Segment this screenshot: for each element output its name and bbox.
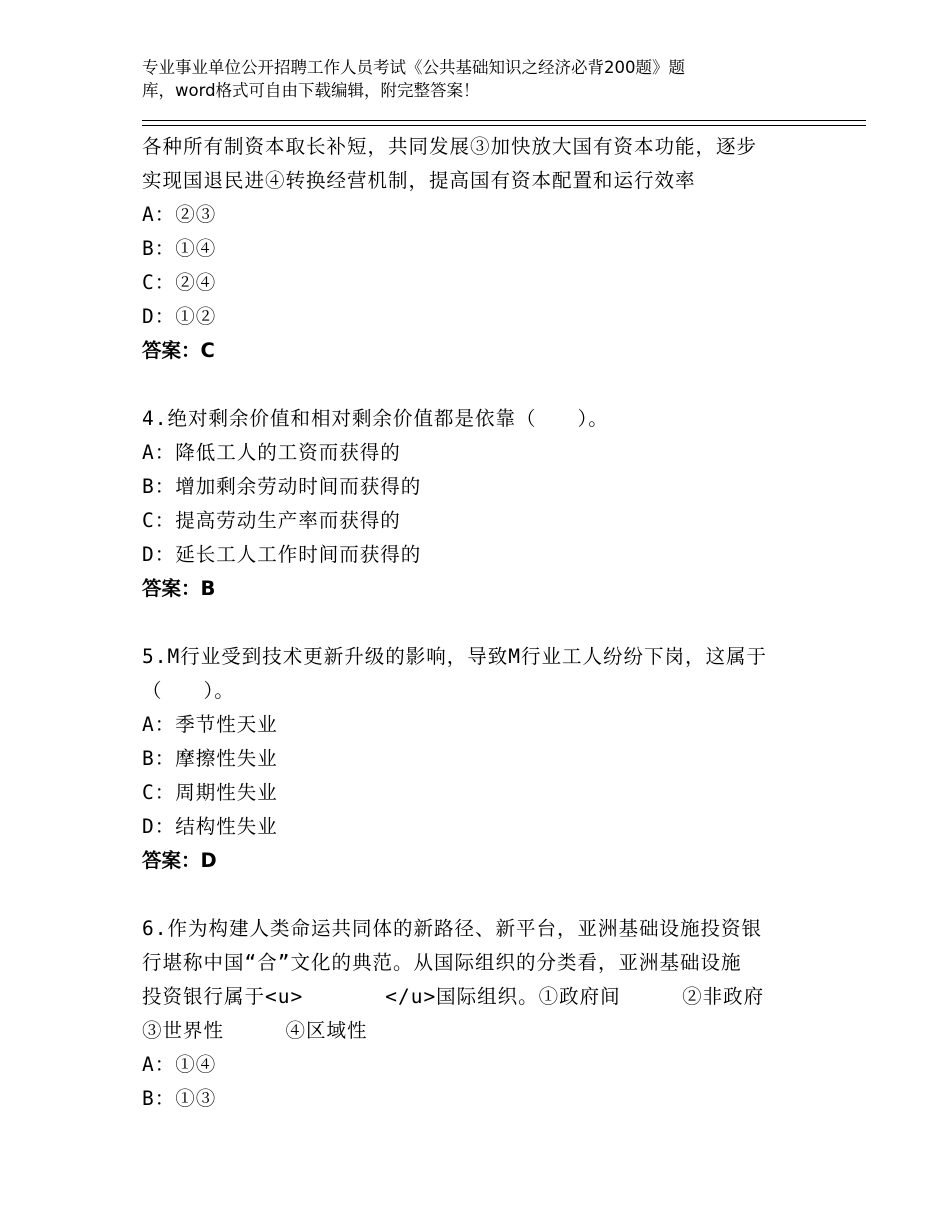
option-c: C：②④ (142, 271, 217, 294)
option-c: C：提高劳动生产率而获得的 (142, 509, 401, 532)
question-5 (142, 640, 822, 878)
option-a: A：降低工人的工资而获得的 (142, 441, 401, 464)
option-b: B：增加剩余劳动时间而获得的 (142, 475, 422, 498)
option-d: D：结构性失业 (142, 815, 278, 838)
question-stem-line: 投资银行属于<u> </u>国际组织。①政府间 ②非政府 (142, 985, 765, 1008)
question-stem-line: ③世界性 ④区域性 (142, 1019, 368, 1042)
question-stem-line: 行堪称中国“合”文化的典范。从国际组织的分类看，亚洲基础设施 (142, 951, 742, 974)
question-stem-line: 实现国退民进④转换经营机制，提高国有资本配置和运行效率 (142, 169, 696, 192)
answer-label: 答案：C (142, 339, 215, 362)
option-a: A：①④ (142, 1053, 217, 1076)
document-header (142, 56, 782, 102)
question-spacer (142, 368, 822, 402)
question-6 (142, 912, 822, 1116)
question-stem-line: 5.M行业受到技术更新升级的影响，导致M行业工人纷纷下岗，这属于 (142, 645, 767, 668)
option-a: A：季节性天业 (142, 713, 278, 736)
option-a: A：②③ (142, 203, 217, 226)
option-b: B：①④ (142, 237, 217, 260)
question-stem-line: 各种所有制资本取长补短，共同发展③加快放大国有资本功能，逐步 (142, 135, 758, 158)
header-title-line-1: 专业事业单位公开招聘工作人员考试《公共基础知识之经济必背200题》题 (142, 58, 685, 77)
option-b: B：摩擦性失业 (142, 747, 278, 770)
question-3-continued (142, 130, 822, 368)
question-spacer (142, 878, 822, 912)
document-body (142, 130, 822, 1116)
answer-label: 答案：B (142, 577, 216, 600)
header-double-rule (142, 120, 866, 126)
header-title-line-2: 库，word格式可自由下载编辑，附完整答案！ (142, 81, 480, 100)
answer-label: 答案：D (142, 849, 217, 872)
option-c: C：周期性失业 (142, 781, 278, 804)
question-stem-line: （ ）。 (142, 679, 235, 702)
option-b: B：①③ (142, 1087, 217, 1110)
option-d: D：①② (142, 305, 217, 328)
question-4 (142, 402, 822, 606)
question-stem: 4.绝对剩余价值和相对剩余价值都是依靠（ ）。 (142, 407, 609, 430)
question-stem-line: 6.作为构建人类命运共同体的新路径、新平台，亚洲基础设施投资银 (142, 917, 762, 940)
question-spacer (142, 606, 822, 640)
option-d: D：延长工人工作时间而获得的 (142, 543, 422, 566)
